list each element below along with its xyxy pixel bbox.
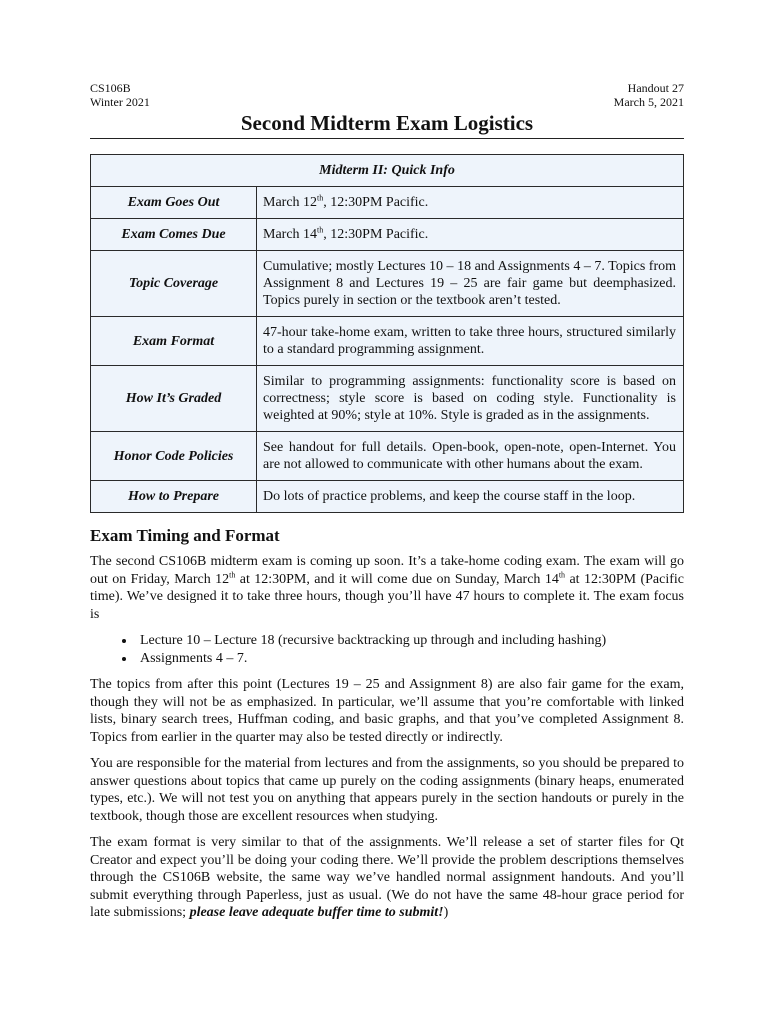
list-item: • Lecture 10 – Lecture 18 (recursive backtracking up through and including hashing) bbox=[136, 632, 684, 650]
value-text: March 12 bbox=[263, 195, 318, 210]
handout-number: Handout 27 bbox=[627, 81, 684, 95]
row-label: How It’s Graded bbox=[91, 366, 257, 432]
document-header bbox=[90, 81, 684, 109]
ordinal-suffix: th bbox=[229, 569, 236, 579]
paragraph-text: The exam format is very similar to that of the assignments. We’ll release a set of starter files for Qt Creator and expect you’ll be doing your coding there. We’ll provide the problem descriptions themselves through the CS106B website, the same way we’ve handled normal assignment handouts. And you’ll submit everything through Paperless, just as usual. (We do not have the same 48-hour grace period for late submissions; bbox=[90, 835, 684, 920]
row-value: Similar to programming assignments: functionality score is based on correctness; style score is based on coding style. Functionality is weighted at 90%; style at 10%. Style is graded as in the assignments. bbox=[257, 366, 684, 432]
table-row bbox=[91, 219, 684, 251]
emphasis-text: please leave adequate buffer time to submit! bbox=[189, 905, 444, 920]
value-text: March 14 bbox=[263, 227, 318, 242]
paragraph-responsibility: You are responsible for the material from lectures and from the assignments, so you should be prepared to answer questions about topics that came up purely on the coding assignments (binary heaps, enumerated types, etc.). We will not test you on anything that appears purely in the section handouts or purely in the textbook, though those are excellent resources when studying. bbox=[90, 756, 684, 824]
ordinal-suffix: th bbox=[317, 193, 324, 203]
table-row bbox=[91, 251, 684, 317]
table-row bbox=[91, 432, 684, 481]
quick-info-heading: Midterm II: Quick Info bbox=[91, 155, 684, 187]
ordinal-suffix: th bbox=[317, 225, 324, 235]
quick-info-table bbox=[90, 154, 684, 513]
row-label: Exam Comes Due bbox=[91, 219, 257, 251]
paragraph-text: ) bbox=[443, 905, 449, 920]
row-value: Do lots of practice problems, and keep the course staff in the loop. bbox=[257, 481, 684, 513]
table-row bbox=[91, 481, 684, 513]
focus-list bbox=[90, 632, 684, 667]
row-label: Exam Format bbox=[91, 317, 257, 366]
row-label: Exam Goes Out bbox=[91, 187, 257, 219]
quick-info-heading-row bbox=[91, 155, 684, 187]
list-item: • Assignments 4 – 7. bbox=[136, 650, 684, 668]
header-right bbox=[614, 81, 684, 109]
table-row bbox=[91, 366, 684, 432]
paragraph-intro bbox=[90, 553, 684, 623]
row-label: Topic Coverage bbox=[91, 251, 257, 317]
row-value: Cumulative; mostly Lectures 10 – 18 and Assignments 4 – 7. Topics from Assignment 8 and Lectures 19 – 25 are fair game but deemphasized. Topics purely in section or the textbook aren’t tested. bbox=[257, 251, 684, 317]
handout-page bbox=[90, 81, 684, 931]
row-value bbox=[257, 219, 684, 251]
term: Winter 2021 bbox=[90, 95, 150, 109]
paragraph-text: The second CS106B midterm exam is coming up soon. It’s a take-home coding exam. The exam will go out on Friday, March 12 bbox=[90, 554, 684, 587]
row-value bbox=[257, 187, 684, 219]
value-text: , 12:30PM Pacific. bbox=[323, 195, 429, 210]
value-text: , 12:30PM Pacific. bbox=[323, 227, 429, 242]
header-left bbox=[90, 81, 150, 109]
page-title: Second Midterm Exam Logistics bbox=[90, 109, 684, 139]
table-row bbox=[91, 187, 684, 219]
course-code: CS106B bbox=[90, 81, 131, 95]
handout-date: March 5, 2021 bbox=[613, 95, 684, 109]
row-label: Honor Code Policies bbox=[91, 432, 257, 481]
ordinal-suffix: th bbox=[558, 569, 566, 579]
row-value: 47-hour take-home exam, written to take three hours, structured similarly to a standard programming assignment. bbox=[257, 317, 684, 366]
table-row bbox=[91, 317, 684, 366]
row-label: How to Prepare bbox=[91, 481, 257, 513]
section-heading: Exam Timing and Format bbox=[90, 526, 280, 545]
paragraph-text: at 12:30PM, and it will come due on Sunday, March 14 bbox=[235, 571, 559, 587]
paragraph-format bbox=[90, 834, 684, 922]
paragraph-text: at 12:30PM (Pacific time). We’ve designed it to take three hours, though you’ll have 47 hours to complete it. The exam focus is bbox=[90, 571, 684, 622]
row-value: See handout for full details. Open-book, open-note, open-Internet. You are not allowed to communicate with other humans about the exam. bbox=[257, 432, 684, 481]
paragraph-topics: The topics from after this point (Lectures 19 – 25 and Assignment 8) are also fair game for the exam, though they will not be as emphasized. In particular, we’ll assume that you’re comfortable with linked lists, binary search trees, Huffman coding, and basic graphs, and that you’ve completed Assignment 8. Topics from earlier in the quarter may also be tested directly or indirectly. bbox=[90, 677, 684, 745]
